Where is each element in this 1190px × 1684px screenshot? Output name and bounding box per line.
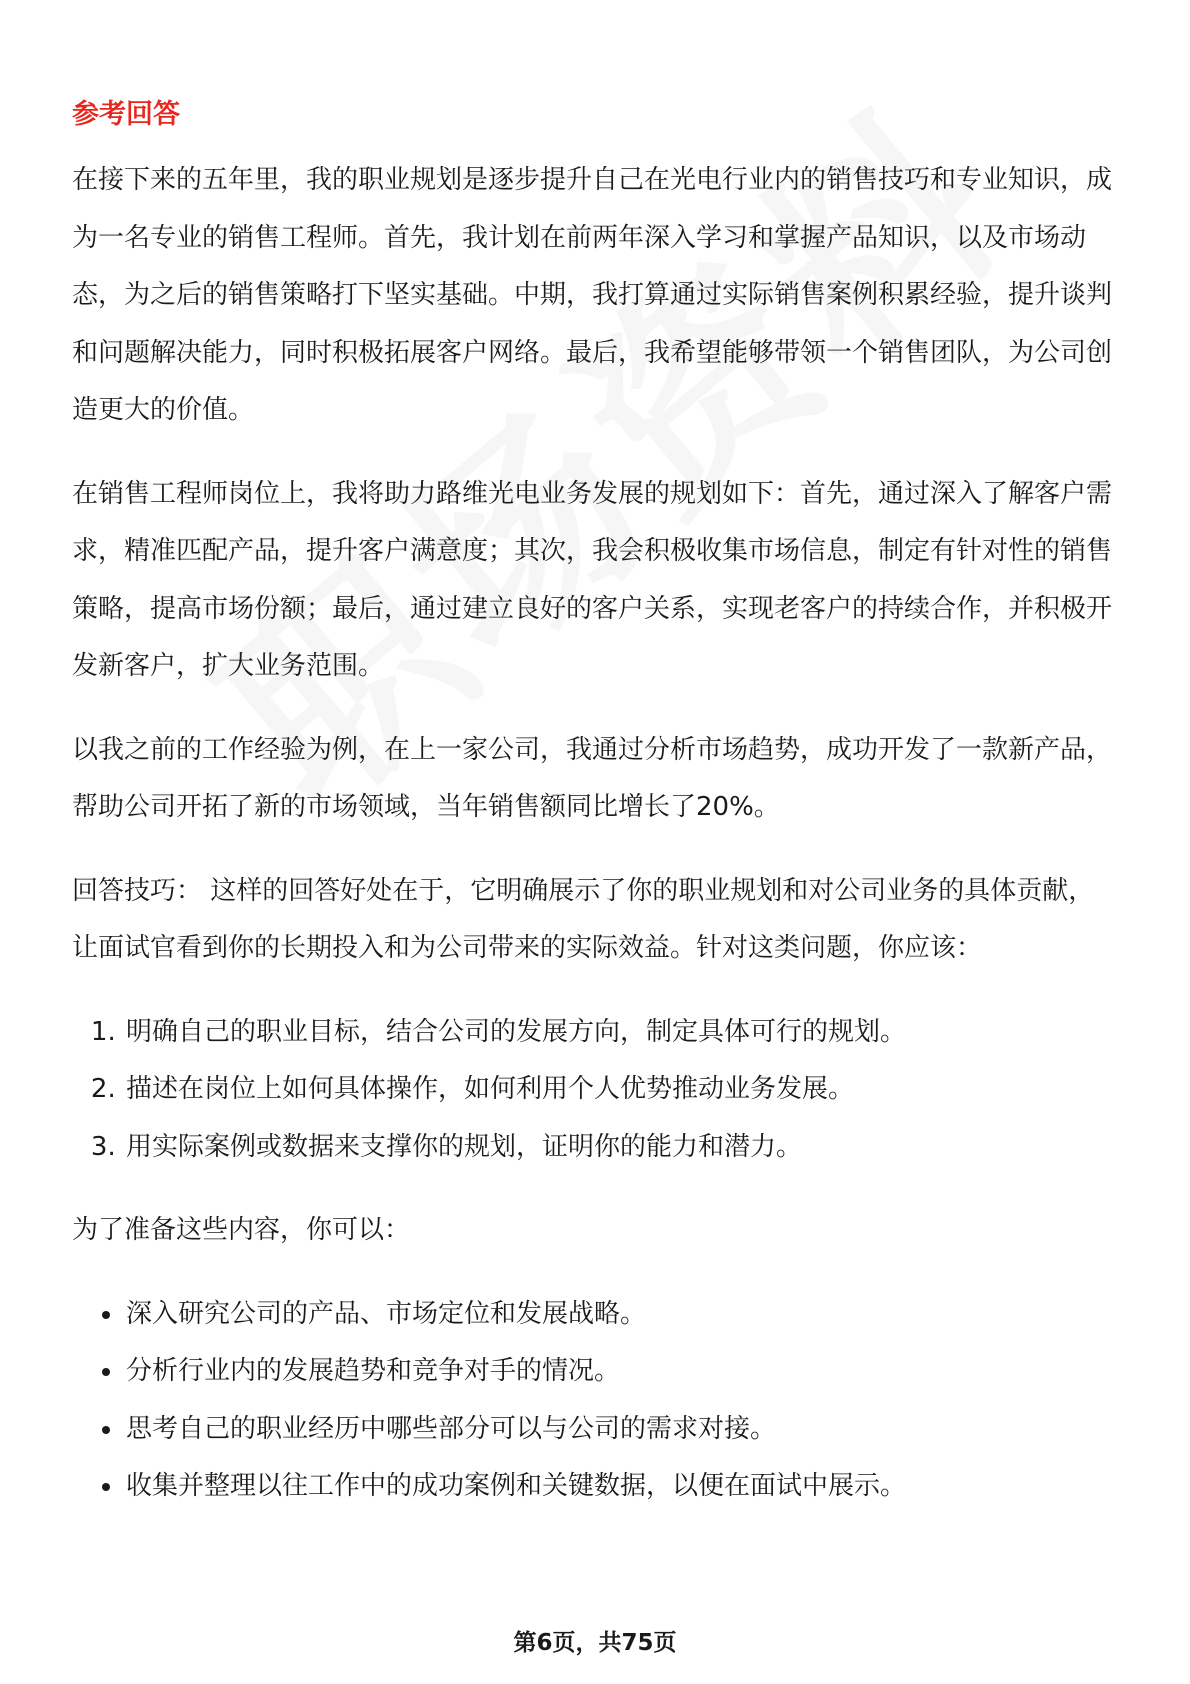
bullet-list bbox=[72, 1286, 1120, 1516]
section-heading: 参考回答 bbox=[72, 99, 180, 130]
list-item: 3. 用实际案例或数据来支撑你的规划，证明你的能力和潜力。 bbox=[124, 1119, 1120, 1177]
paragraph-tips: 回答技巧： 这样的回答好处在于，它明确展示了你的职业规划和对公司业务的具体贡献，让面试官看到你的长期投入和为公司带来的实际效益。针对这类问题，你应该： bbox=[72, 875, 1095, 963]
list-item: • 思考自己的职业经历中哪些部分可以与公司的需求对接。 bbox=[124, 1401, 1120, 1459]
ordered-list bbox=[72, 1004, 1120, 1177]
paragraph-career-plan: 在接下来的五年里，我的职业规划是逐步提升自己在光电行业内的销售技巧和专业知识，成为一名专业的销售工程师。首先，我计划在前两年深入学习和掌握产品知识，以及市场动态，为之后的销售策略打下坚实基础。中期，我打算通过实际销售案例积累经验，提升谈判和问题解决能力，同时积极拓展客户网络。最后，我希望能够带领一个销售团队，为公司创造更大的价值。 bbox=[72, 165, 1113, 425]
list-item: • 收集并整理以往工作中的成功案例和关键数据，以便在面试中展示。 bbox=[124, 1458, 1120, 1516]
list-item: • 分析行业内的发展趋势和竞争对手的情况。 bbox=[124, 1343, 1120, 1401]
paragraph-role-plan: 在销售工程师岗位上，我将助力路维光电业务发展的规划如下：首先，通过深入了解客户需求，精准匹配产品，提升客户满意度；其次，我会积极收集市场信息，制定有针对性的销售策略，提高市场份额；最后，通过建立良好的客户关系，实现老客户的持续合作，并积极开发新客户，扩大业务范围。 bbox=[72, 478, 1113, 681]
paragraph-experience: 以我之前的工作经验为例，在上一家公司，我通过分析市场趋势，成功开发了一款新产品，帮助公司开拓了新的市场领域，当年销售额同比增长了20%。 bbox=[72, 734, 1113, 822]
list-item: 2. 描述在岗位上如何具体操作，如何利用个人优势推动业务发展。 bbox=[124, 1061, 1120, 1119]
paragraph-prepare-intro: 为了准备这些内容，你可以： bbox=[72, 1215, 411, 1245]
document-body bbox=[72, 88, 1120, 1542]
page-footer: 第6页，共75页 bbox=[513, 1630, 677, 1656]
list-item: 1. 明确自己的职业目标，结合公司的发展方向，制定具体可行的规划。 bbox=[124, 1004, 1120, 1062]
list-item: • 深入研究公司的产品、市场定位和发展战略。 bbox=[124, 1286, 1120, 1344]
